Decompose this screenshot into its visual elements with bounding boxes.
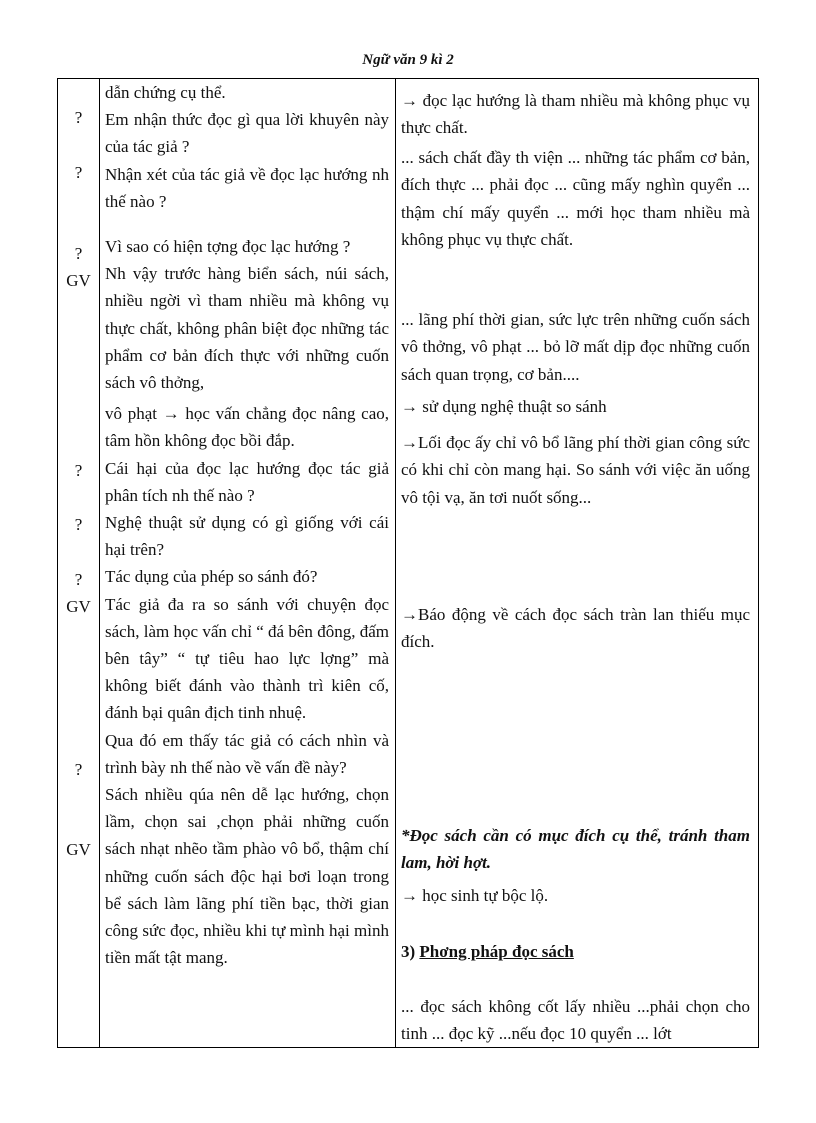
question-mark: ? bbox=[74, 108, 83, 127]
question-text: Tác dụng của phép so sánh đó? bbox=[105, 567, 318, 587]
teacher-mark: GV bbox=[66, 840, 91, 859]
explanation-text: vô phạt → học vấn chẳng đọc nâng cao, tâm hồn không đọc bồi đắp. bbox=[105, 404, 389, 451]
question-text: Cái hại của đọc lạc hướng đọc tác giả phân tích nh thế nào ? bbox=[105, 458, 389, 505]
question-text: Qua đó em thấy tác giả có cách nhìn và trình bày nh thế nào về vấn đề này? bbox=[105, 730, 389, 777]
column-divider bbox=[99, 79, 100, 1047]
answer-text: → sử dụng nghệ thuật so sánh bbox=[401, 397, 607, 416]
evidence-text: dẫn chứng cụ thể. bbox=[105, 83, 226, 102]
question-mark: ? bbox=[74, 163, 83, 182]
question-mark: ? bbox=[74, 244, 83, 263]
activity-column bbox=[58, 79, 99, 1047]
question-text: Vì sao có hiện tợng đọc lạc hướng ? bbox=[105, 237, 351, 257]
question-mark: ? bbox=[74, 461, 83, 480]
lesson-table bbox=[57, 78, 759, 1048]
conclusion-text: *Đọc sách cần có mục đích cụ thể, tránh tham lam, hời hợt. bbox=[401, 826, 750, 873]
answer-text: ... sách chất đầy th viện ... những tác phẩm cơ bản, đích thực ... phải đọc ... cũng mấy nghìn quyển ... thậm chí mấy quyển ... mới học tham nhiều mà không phục vụ thực chất. bbox=[401, 148, 750, 249]
explanation-text: Sách nhiều qúa nên dễ lạc hướng, chọn lầm, chọn sai ,chọn phải những cuốn sách nhạt nhẽo tầm phào vô bổ, thậm chí những cuốn sách độc hại bơi loạn trong bể sách làm lãng phí tiền bạc, thời gian công sức đọc, nhiều khi tự mình hại mình tiền mất tật mang. bbox=[105, 785, 389, 968]
answer-text: ... đọc sách không cốt lấy nhiều ...phải chọn cho tinh ... đọc kỹ ...nếu đọc 10 quyển ... lớt bbox=[401, 997, 750, 1044]
question-text: Nghệ thuật sử dụng có gì giống với cái hại trên? bbox=[105, 513, 389, 560]
question-mark: ? bbox=[74, 760, 83, 779]
column-divider bbox=[395, 79, 396, 1047]
teacher-question-column bbox=[105, 79, 389, 972]
answer-text: ... lãng phí thời gian, sức lực trên những cuốn sách vô thởng, vô phạt ... bỏ lỡ mất dịp đọc những cuốn sách quan trọng, cơ bản.... bbox=[401, 310, 750, 384]
question-mark: ? bbox=[74, 515, 83, 534]
section-title: Phơng pháp đọc sách bbox=[419, 942, 574, 961]
page-header: Ngữ văn 9 kì 2 bbox=[362, 52, 454, 68]
explanation-text: Nh vậy trước hàng biển sách, núi sách, nhiều ngời vì tham nhiều mà không vụ thực chất, không phân biệt đọc những tác phẩm cơ bản đích thực với những cuốn sách vô thởng, bbox=[105, 264, 389, 393]
section-heading bbox=[401, 938, 750, 965]
question-mark: ? bbox=[74, 570, 83, 589]
section-number: 3) bbox=[401, 942, 416, 961]
question-text: Em nhận thức đọc gì qua lời khuyên này của tác giả ? bbox=[105, 110, 389, 157]
question-text: Nhận xét của tác giả về đọc lạc hướng nh thế nào ? bbox=[105, 164, 389, 211]
teacher-mark: GV bbox=[66, 271, 91, 290]
answer-text: →Lối đọc ấy chỉ vô bổ lãng phí thời gian công sức có khi chỉ còn mang hại. So sánh với việc ăn uống vô tội vạ, ăn tơi nuốt sống... bbox=[401, 433, 750, 507]
explanation-text: Tác giả đa ra so sánh với chuyện đọc sách, làm học vấn chỉ “ đá bên đông, đấm bên tây” “ tự tiêu hao lực lợng” mà không biết đánh vào thành trì kiên cố, đánh bại quân địch tinh nhuệ. bbox=[105, 594, 389, 723]
teacher-mark: GV bbox=[66, 597, 91, 616]
answer-text: → học sinh tự bộc lộ. bbox=[401, 886, 549, 905]
answer-text: →Báo động về cách đọc sách tràn lan thiếu mục đích. bbox=[401, 605, 750, 652]
answer-text: → đọc lạc hướng là tham nhiều mà không phục vụ thực chất. bbox=[401, 91, 750, 138]
